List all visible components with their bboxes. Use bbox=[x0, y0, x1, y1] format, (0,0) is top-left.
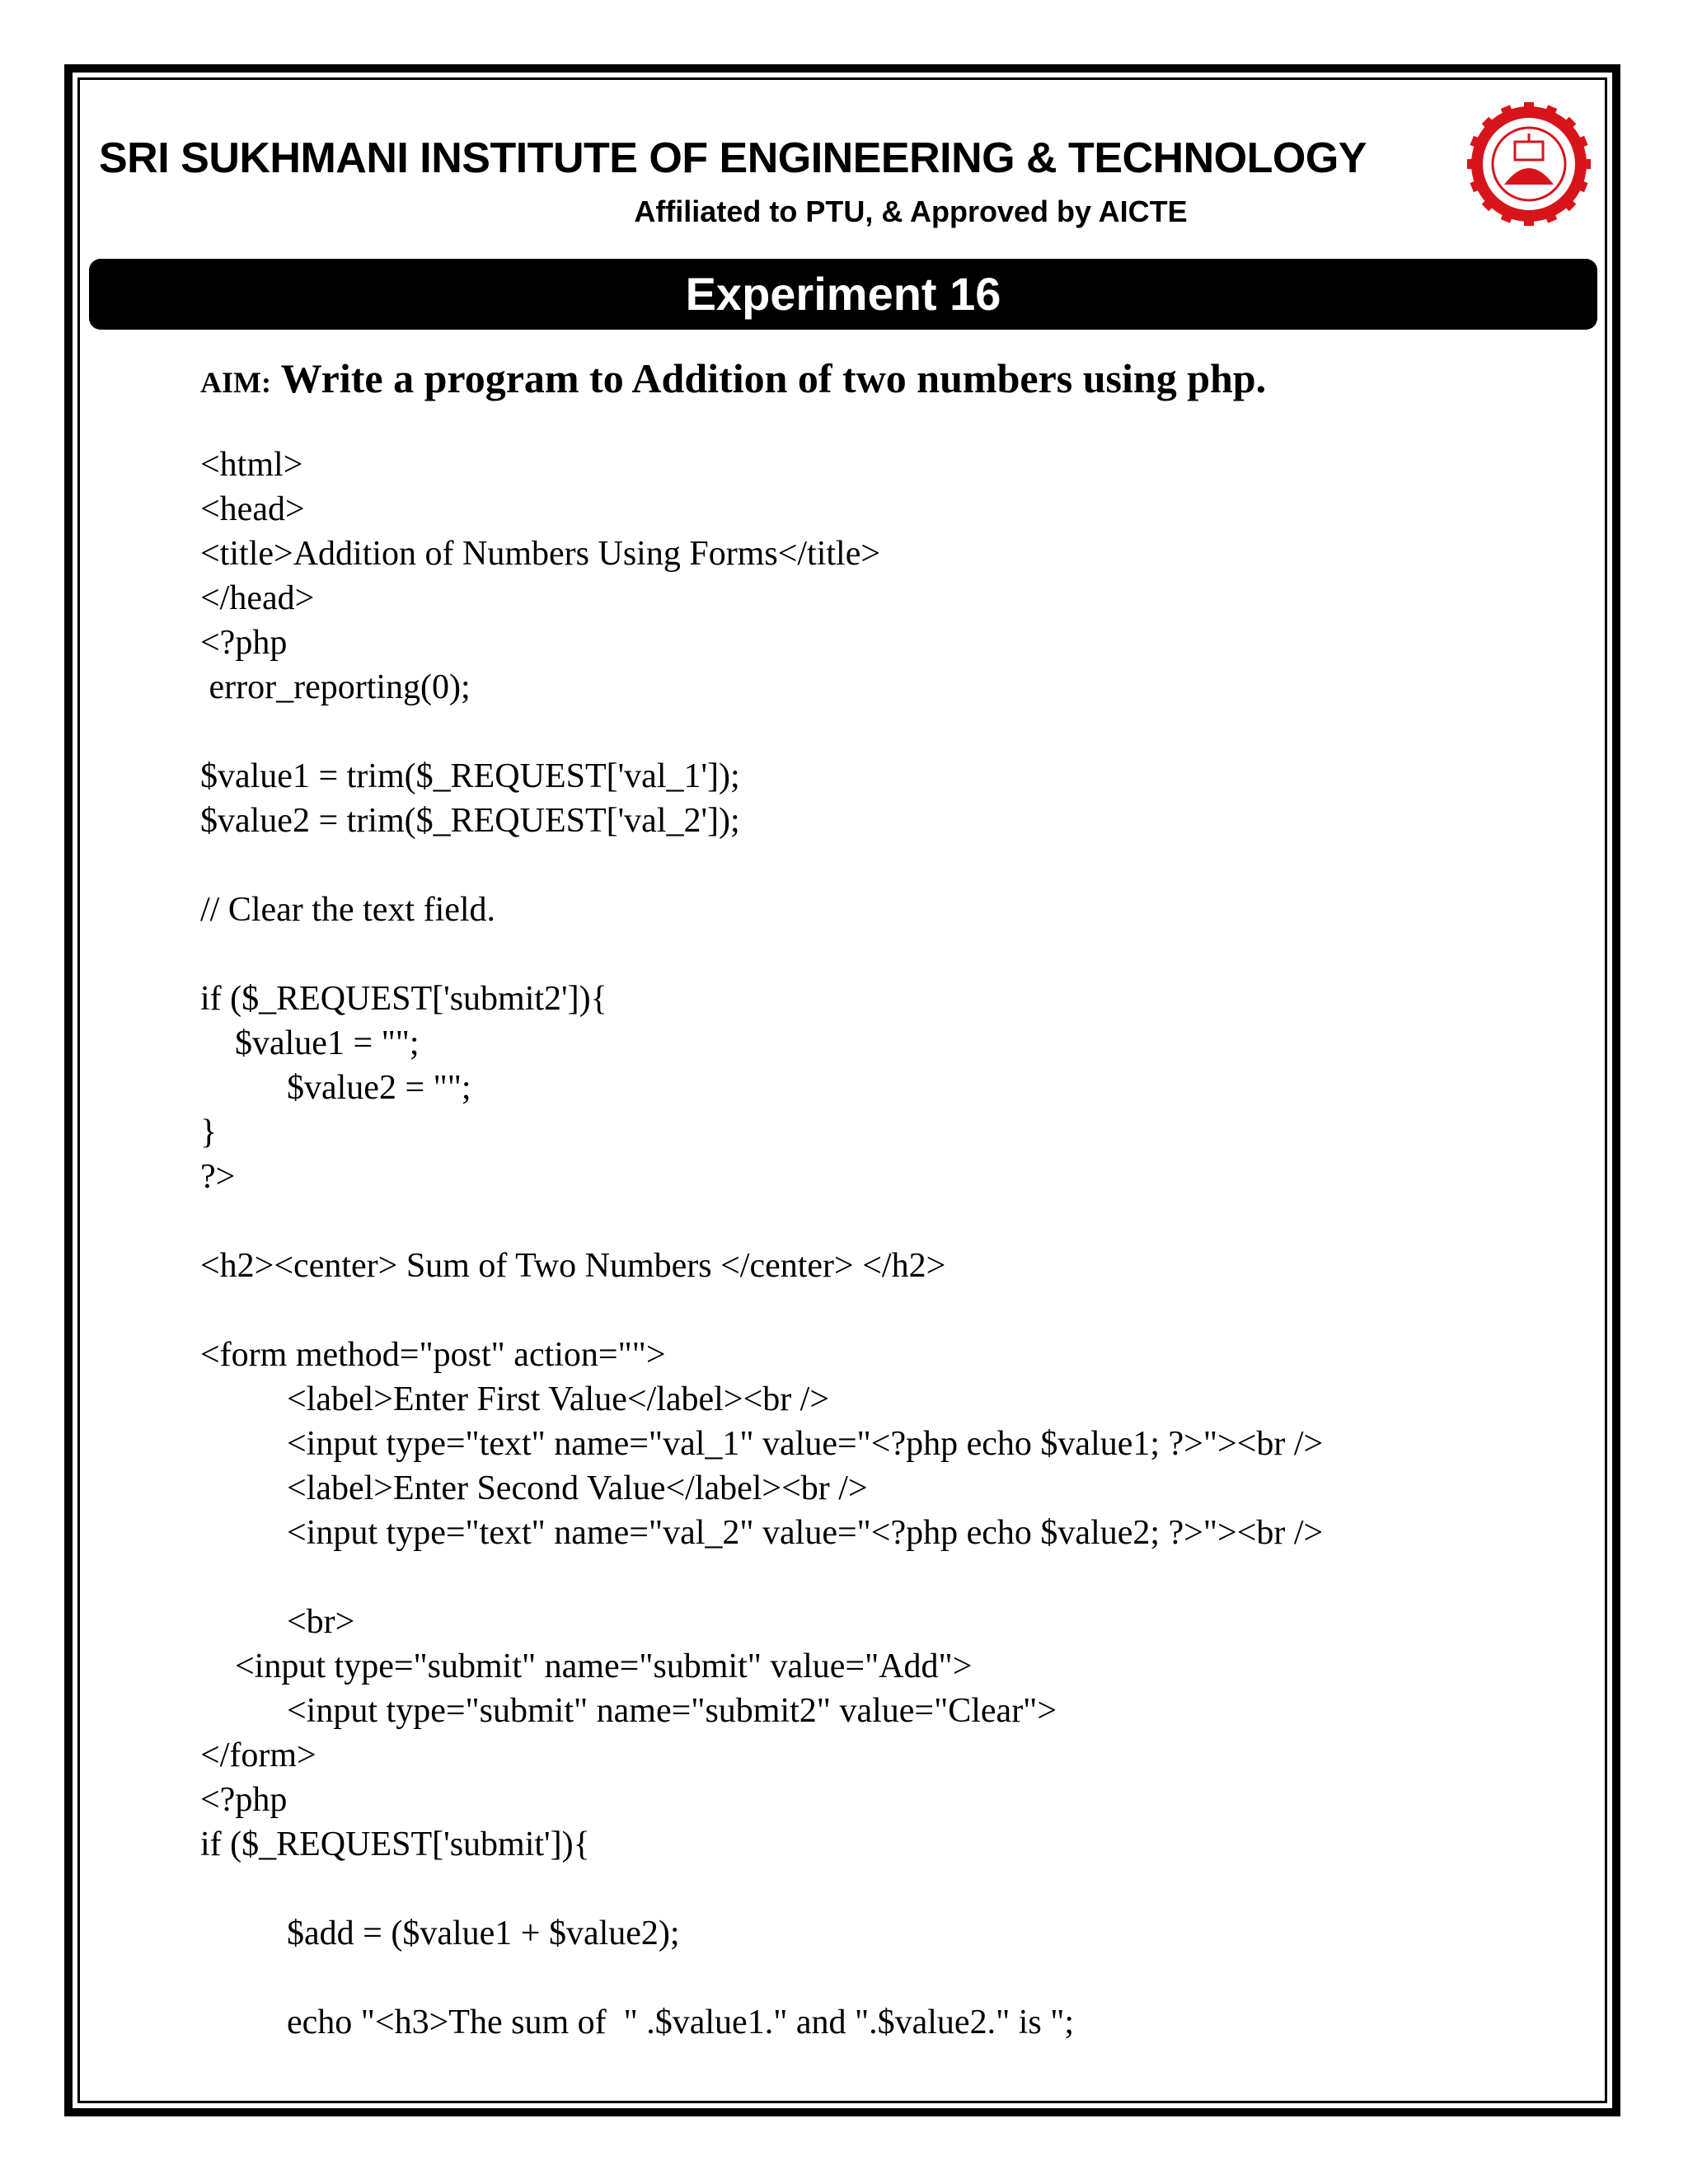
institute-name: SRI SUKHMANI INSTITUTE OF ENGINEERING & TECHNOLOGY bbox=[99, 134, 1367, 182]
code-line: if ($_REQUEST['submit']){ bbox=[200, 1825, 590, 1863]
institute-logo-icon bbox=[1467, 102, 1591, 226]
code-line: <input type="text" name="val_2" value="<?php echo $value2; ?>"><br /> bbox=[200, 1514, 1324, 1552]
experiment-banner: Experiment 16 bbox=[89, 259, 1597, 330]
code-line: } bbox=[200, 1113, 218, 1151]
aim-text: Write a program to Addition of two numbers using php. bbox=[270, 355, 1267, 401]
code-line: // Clear the text field. bbox=[200, 891, 496, 929]
code-line: <?php bbox=[200, 624, 288, 662]
code-line: <?php bbox=[200, 1781, 288, 1819]
aim-statement bbox=[200, 354, 1266, 402]
code-line: <title>Addition of Numbers Using Forms</title> bbox=[200, 535, 881, 573]
code-line: echo "<h3>The sum of " .$value1." and ".$value2." is "; bbox=[200, 2004, 1075, 2041]
code-line: ?> bbox=[200, 1158, 236, 1196]
code-line: <label>Enter First Value</label><br /> bbox=[200, 1380, 830, 1418]
code-line: <input type="submit" name="submit" value="Add"> bbox=[200, 1647, 973, 1685]
code-line bbox=[200, 1288, 1585, 1333]
code-line: <head> bbox=[200, 490, 305, 528]
code-listing bbox=[200, 443, 1585, 2045]
code-line: <h2><center> Sum of Two Numbers </center> </h2> bbox=[200, 1247, 946, 1285]
code-line: <form method="post" action=""> bbox=[200, 1336, 666, 1374]
code-line: $value2 = trim($_REQUEST['val_2']); bbox=[200, 802, 740, 840]
code-line: </form> bbox=[200, 1736, 316, 1774]
code-line bbox=[200, 843, 1585, 888]
code-line bbox=[200, 932, 1585, 977]
code-line bbox=[200, 1555, 1585, 1600]
code-line bbox=[200, 1199, 1585, 1244]
code-line: $add = ($value1 + $value2); bbox=[200, 1915, 680, 1952]
code-line: error_reporting(0); bbox=[200, 668, 471, 706]
affiliation-line: Affiliated to PTU, & Approved by AICTE bbox=[634, 194, 1188, 228]
code-line bbox=[200, 1956, 1585, 2000]
code-line: <input type="submit" name="submit2" value="Clear"> bbox=[200, 1692, 1057, 1730]
code-line: $value2 = ""; bbox=[200, 1069, 471, 1107]
code-line: </head> bbox=[200, 579, 315, 617]
code-line: <input type="text" name="val_1" value="<?php echo $value1; ?>"><br /> bbox=[200, 1425, 1324, 1463]
code-line: $value1 = ""; bbox=[200, 1024, 420, 1062]
code-line: <label>Enter Second Value</label><br /> bbox=[200, 1469, 868, 1507]
code-line: $value1 = trim($_REQUEST['val_1']); bbox=[200, 757, 740, 795]
code-line bbox=[200, 1867, 1585, 1911]
code-line bbox=[200, 710, 1585, 754]
aim-label: AIM: bbox=[200, 366, 271, 399]
code-line: if ($_REQUEST['submit2']){ bbox=[200, 980, 607, 1018]
code-line: <html> bbox=[200, 446, 303, 484]
code-line: <br> bbox=[200, 1603, 355, 1641]
